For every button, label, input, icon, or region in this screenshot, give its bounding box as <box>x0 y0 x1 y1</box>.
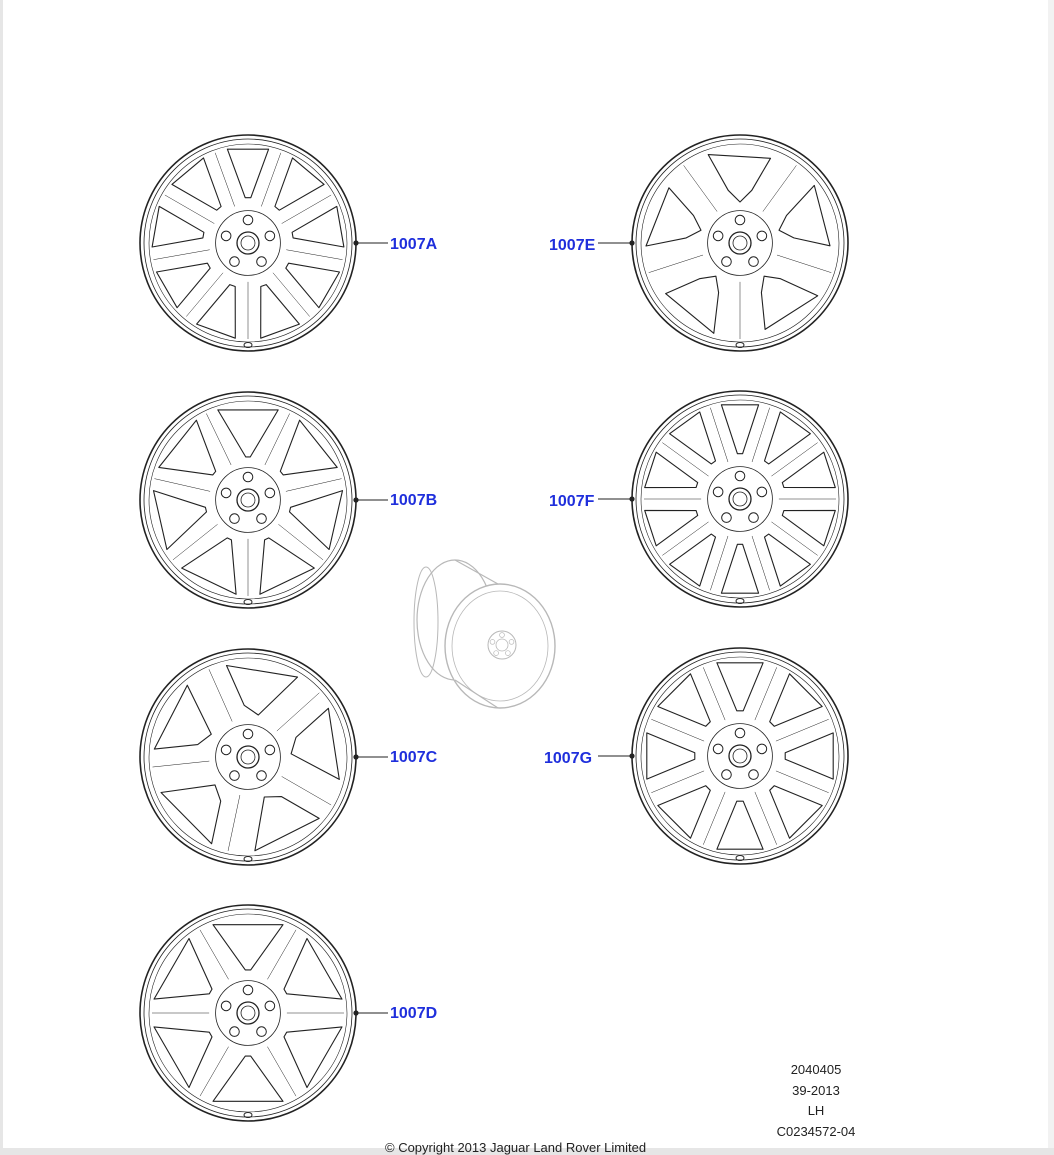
spoke-window <box>275 158 324 210</box>
spoke-window <box>708 155 770 202</box>
lug-hole <box>221 745 231 755</box>
lug-hole <box>243 729 253 739</box>
center-bore <box>729 232 751 254</box>
lug-hole <box>749 770 759 780</box>
spoke-groove <box>763 165 797 211</box>
spoke-window <box>647 733 695 779</box>
spoke-window <box>152 206 204 247</box>
spoke-groove <box>154 479 210 492</box>
spoke-window <box>666 276 719 333</box>
lug-hole <box>265 488 275 498</box>
spoke-window <box>290 491 343 550</box>
center-bore <box>237 489 259 511</box>
lug-hole <box>230 771 240 781</box>
center-cap <box>733 492 747 506</box>
copyright-notice: © Copyright 2013 Jaguar Land Rover Limited <box>385 1140 647 1155</box>
spoke-window <box>670 534 716 586</box>
spoke-window <box>765 412 811 464</box>
spoke-groove <box>286 250 342 260</box>
spoke-groove <box>771 522 817 556</box>
lug-hole <box>221 1001 231 1011</box>
spoke-groove <box>771 443 817 477</box>
spoke-window <box>770 674 823 727</box>
spoke-window <box>172 158 221 210</box>
wheel-g-illustration <box>598 648 848 864</box>
spoke-window <box>286 263 340 308</box>
spoke-window <box>255 797 319 851</box>
spare-wheel-ghost-illustration <box>414 560 555 708</box>
spoke-window <box>161 785 221 844</box>
callout-1007a[interactable]: 1007A <box>390 236 438 253</box>
wheel-c-illustration <box>140 649 388 865</box>
lug-hole <box>243 472 253 482</box>
hub-outer <box>708 467 773 532</box>
center-bore <box>237 1002 259 1024</box>
lug-hole <box>713 231 723 241</box>
wheel-e-illustration <box>598 135 848 351</box>
spoke-window <box>213 1056 283 1101</box>
lug-hole <box>722 770 732 780</box>
hub-outer <box>216 981 281 1046</box>
lug-hole <box>230 1027 240 1037</box>
lug-hole <box>757 487 767 497</box>
spoke-window <box>227 149 268 198</box>
callout-1007b[interactable]: 1007B <box>390 492 438 509</box>
spoke-window <box>646 188 701 246</box>
wheel-rim-outer <box>632 648 848 864</box>
lug-hole <box>221 231 231 241</box>
spoke-window <box>213 925 283 970</box>
spoke-window <box>291 708 339 779</box>
spoke-window <box>658 786 711 839</box>
callout-1007e[interactable]: 1007E <box>549 237 596 254</box>
spoke-groove <box>153 250 209 260</box>
lug-hole <box>257 514 267 524</box>
spoke-groove <box>286 479 342 492</box>
wheel-f-illustration <box>598 391 848 607</box>
spoke-groove <box>777 255 831 273</box>
lug-hole <box>243 215 253 225</box>
spoke-window <box>779 185 830 245</box>
spoke-window <box>218 410 278 457</box>
spoke-groove <box>282 195 331 224</box>
lug-hole <box>722 513 732 523</box>
hub-outer <box>216 211 281 276</box>
center-cap <box>241 1006 255 1020</box>
lug-hole <box>221 488 231 498</box>
wheel-d-illustration <box>140 905 388 1121</box>
lug-hole <box>757 231 767 241</box>
hub-outer <box>708 211 773 276</box>
lug-hole <box>230 514 240 524</box>
side-indicator: LH <box>807 1103 825 1118</box>
hub-outer <box>708 724 773 789</box>
lug-hole <box>230 257 240 267</box>
date-code: 39-2013 <box>792 1082 840 1098</box>
spoke-groove <box>684 165 718 211</box>
lug-hole <box>257 257 267 267</box>
lug-hole <box>757 744 767 754</box>
spoke-groove <box>649 255 703 273</box>
lug-hole <box>735 215 745 225</box>
center-cap <box>733 749 747 763</box>
spoke-window <box>717 801 763 849</box>
lug-hole <box>265 745 275 755</box>
spoke-groove <box>228 795 240 851</box>
lug-hole <box>749 513 759 523</box>
spoke-window <box>721 544 758 593</box>
spoke-window <box>761 276 817 329</box>
center-cap <box>733 236 747 250</box>
spoke-window <box>782 452 835 487</box>
center-cap <box>241 750 255 764</box>
spoke-window <box>717 663 763 711</box>
spoke-groove <box>209 669 232 721</box>
callout-1007c[interactable]: 1007C <box>390 749 438 766</box>
spoke-groove <box>662 522 708 556</box>
wheel-a-illustration <box>140 135 388 351</box>
spoke-window <box>197 285 236 339</box>
spoke-window <box>765 534 811 586</box>
spoke-window <box>770 786 823 839</box>
spoke-window <box>782 510 835 545</box>
spoke-groove <box>153 761 210 767</box>
hub-outer <box>216 725 281 790</box>
callout-1007f[interactable]: 1007F <box>549 493 595 510</box>
center-bore <box>729 745 751 767</box>
lug-hole <box>749 257 759 267</box>
center-bore <box>729 488 751 510</box>
center-bore <box>237 746 259 768</box>
lug-hole <box>735 728 745 738</box>
spoke-window <box>645 510 698 545</box>
lug-hole <box>243 985 253 995</box>
spoke-window <box>292 206 344 247</box>
spoke-groove <box>273 273 310 317</box>
spoke-groove <box>277 693 319 731</box>
drawing-info-block <box>760 1060 872 1142</box>
lug-hole <box>713 487 723 497</box>
spoke-groove <box>173 524 218 560</box>
spoke-groove <box>165 195 214 224</box>
wheel-rim-lip <box>149 658 347 856</box>
center-cap <box>241 493 255 507</box>
spoke-window <box>154 685 211 749</box>
spoke-groove <box>186 273 223 317</box>
spoke-window <box>157 263 211 308</box>
spoke-window <box>721 405 758 454</box>
spoke-window <box>227 666 298 716</box>
wheel-rim-lip <box>641 657 839 855</box>
drawing-number: 2040405 <box>790 1062 842 1077</box>
lug-hole <box>265 231 275 241</box>
wheel-rim-inner <box>636 652 844 860</box>
center-bore <box>237 232 259 254</box>
spoke-window <box>785 733 833 779</box>
lug-hole <box>735 471 745 481</box>
wheel-rim-inner <box>144 653 352 861</box>
callout-1007d[interactable]: 1007D <box>390 1005 438 1022</box>
wheel-rim-outer <box>140 649 356 865</box>
reference-code: C0234572-04 <box>776 1123 856 1139</box>
lug-hole <box>722 257 732 267</box>
callout-1007g[interactable]: 1007G <box>544 750 593 767</box>
lug-hole <box>265 1001 275 1011</box>
lug-hole <box>257 1027 267 1037</box>
spoke-window <box>154 491 207 550</box>
spoke-window <box>658 674 711 727</box>
spoke-groove <box>662 443 708 477</box>
spoke-window <box>645 452 698 487</box>
spoke-window <box>670 412 716 464</box>
hub-outer <box>216 468 281 533</box>
wheel-b-illustration <box>140 392 388 608</box>
spoke-groove <box>278 524 323 560</box>
lug-hole <box>257 771 267 781</box>
center-cap <box>241 236 255 250</box>
lug-hole <box>713 744 723 754</box>
spoke-window <box>261 285 300 339</box>
